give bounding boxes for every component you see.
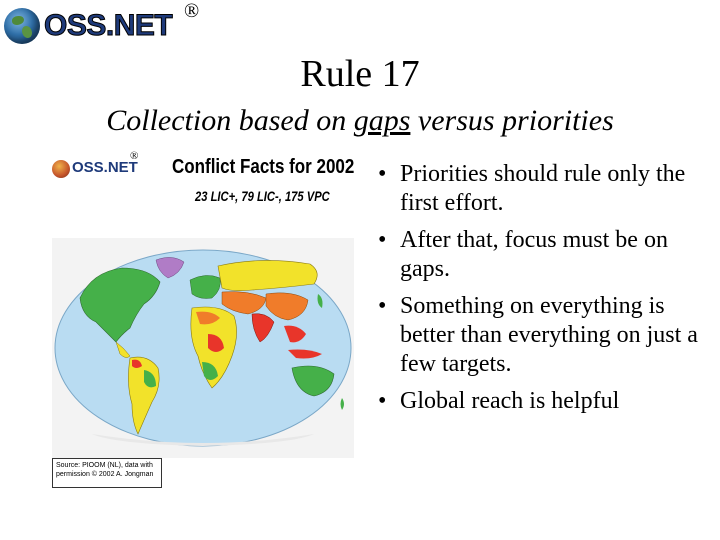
subtitle-text-after: versus priorities [410,104,614,137]
source-caption [52,458,162,488]
logo-text: OSS.NET [44,9,173,42]
inset-registered-mark: ® [130,150,139,162]
registered-mark: ® [184,0,200,22]
oss-net-logo [4,0,204,46]
bullet-list [372,160,702,424]
subtitle-text-before: Collection based on [106,104,354,137]
world-map [52,238,354,458]
conflict-facts-subtitle: 23 LIC+, 79 LIC-, 175 VPC [195,188,330,204]
bullet-item: • Priorities should rule only the first effort. [372,160,702,218]
new-zealand [341,398,345,410]
world-map-graphic [52,238,354,458]
source-line-2: permission © 2002 A. Jongman [56,471,154,478]
slide-title: Rule 17 [300,53,420,95]
bullet-item: • Global reach is helpful [372,387,702,416]
source-line-1: Source: PIOOM (NL), data with [56,462,153,469]
inset-globe-icon [52,160,70,178]
conflict-map-image [52,150,362,490]
globe-icon [4,8,40,44]
inset-logo [52,158,142,182]
conflict-facts-title: Conflict Facts for 2002 [172,156,355,178]
bullet-item: • After that, focus must be on gaps. [372,226,702,284]
slide-subtitle [0,104,720,138]
inset-logo-text: OSS.NET [72,159,138,176]
bullet-item: • Something on everything is better than everything on just a few targets. [372,292,702,379]
subtitle-emphasis: gaps [353,104,411,137]
